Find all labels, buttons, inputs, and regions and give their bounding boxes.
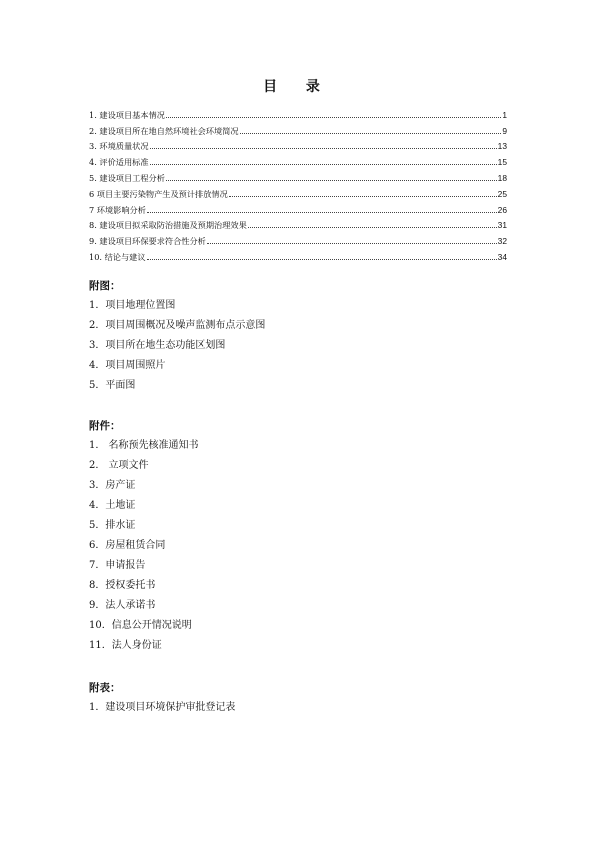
figures-heading: 附图： <box>89 280 121 292</box>
toc-dot-leader <box>150 148 497 149</box>
toc-entry-page: 18 <box>497 172 507 183</box>
toc-dot-leader <box>240 133 502 134</box>
attachment-list-item: 8．授权委托书 <box>89 580 156 591</box>
toc-entry-label: 5. 建设项目工程分析 <box>89 172 165 183</box>
attachments-section <box>89 419 509 659</box>
toc-entry[interactable] <box>89 136 507 152</box>
toc-entry-label: 8. 建设项目拟采取防治措施及预期治理效果 <box>89 220 247 231</box>
toc-entry[interactable] <box>89 167 507 183</box>
toc-entry-label: 10. 结论与建议 <box>89 251 146 262</box>
attachment-list-item: 4．土地证 <box>89 500 136 511</box>
toc-entry-page: 15 <box>497 157 507 168</box>
attachment-list-item: 1． 名称预先核准通知书 <box>89 440 199 451</box>
attachment-list-item: 6．房屋租赁合同 <box>89 540 166 551</box>
toc-entry-page: 13 <box>497 141 507 152</box>
toc-entry-page: 31 <box>497 220 507 231</box>
toc-entry[interactable] <box>89 215 507 231</box>
toc-entry-page: 1 <box>502 109 507 120</box>
attachment-list-item: 10．信息公开情况说明 <box>89 620 192 631</box>
toc-entry[interactable] <box>89 151 507 167</box>
toc-dot-leader <box>248 227 497 228</box>
attachment-list-item: 9．法人承诺书 <box>89 600 156 611</box>
toc-entry[interactable] <box>89 199 507 215</box>
toc-entry[interactable] <box>89 246 507 262</box>
table-of-contents <box>89 104 507 262</box>
attachment-list-item: 7．申请报告 <box>89 560 146 571</box>
tables-section <box>89 681 509 721</box>
toc-entry[interactable] <box>89 120 507 136</box>
toc-entry[interactable] <box>89 183 507 199</box>
page-title: 目 录 <box>263 79 332 95</box>
toc-entry-label: 2. 建设项目所在地自然环境社会环境简况 <box>89 125 239 136</box>
attachment-list-item: 11．法人身份证 <box>89 640 162 651</box>
toc-entry-page: 32 <box>497 236 507 247</box>
toc-entry-page: 25 <box>497 188 507 199</box>
toc-entry-label: 3. 环境质量状况 <box>89 141 149 152</box>
toc-entry[interactable] <box>89 104 507 120</box>
figure-list-item: 3．项目所在地生态功能区划图 <box>89 340 226 351</box>
toc-entry-label: 7 环境影响分析 <box>89 204 146 215</box>
table-list-item: 1．建设项目环境保护审批登记表 <box>89 702 236 713</box>
toc-entry-page: 26 <box>497 204 507 215</box>
toc-dot-leader <box>229 196 497 197</box>
toc-dot-leader <box>207 243 497 244</box>
toc-dot-leader <box>147 212 497 213</box>
tables-heading: 附表： <box>89 682 121 694</box>
toc-dot-leader <box>147 259 497 260</box>
toc-dot-leader <box>166 180 497 181</box>
toc-entry-label: 1. 建设项目基本情况 <box>89 109 165 120</box>
toc-dot-leader <box>150 164 497 165</box>
attachment-list-item: 3．房产证 <box>89 480 136 491</box>
figure-list-item: 5．平面图 <box>89 380 136 391</box>
figure-list-item: 2．项目周围概况及噪声监测布点示意图 <box>89 320 266 331</box>
figure-list-item: 4．项目周围照片 <box>89 360 166 371</box>
attachment-list-item: 5．排水证 <box>89 520 136 531</box>
toc-entry-page: 34 <box>497 251 507 262</box>
toc-entry[interactable] <box>89 230 507 246</box>
figures-section <box>89 279 509 399</box>
attachment-list-item: 2． 立项文件 <box>89 460 149 471</box>
toc-entry-label: 6 项目主要污染物产生及预计排放情况 <box>89 188 228 199</box>
toc-dot-leader <box>166 117 501 118</box>
figure-list-item: 1．项目地理位置图 <box>89 300 176 311</box>
toc-entry-label: 4. 评价适用标准 <box>89 157 149 168</box>
attachments-heading: 附件： <box>89 420 121 432</box>
toc-entry-page: 9 <box>502 125 507 136</box>
toc-entry-label: 9. 建设项目环保要求符合性分析 <box>89 236 206 247</box>
